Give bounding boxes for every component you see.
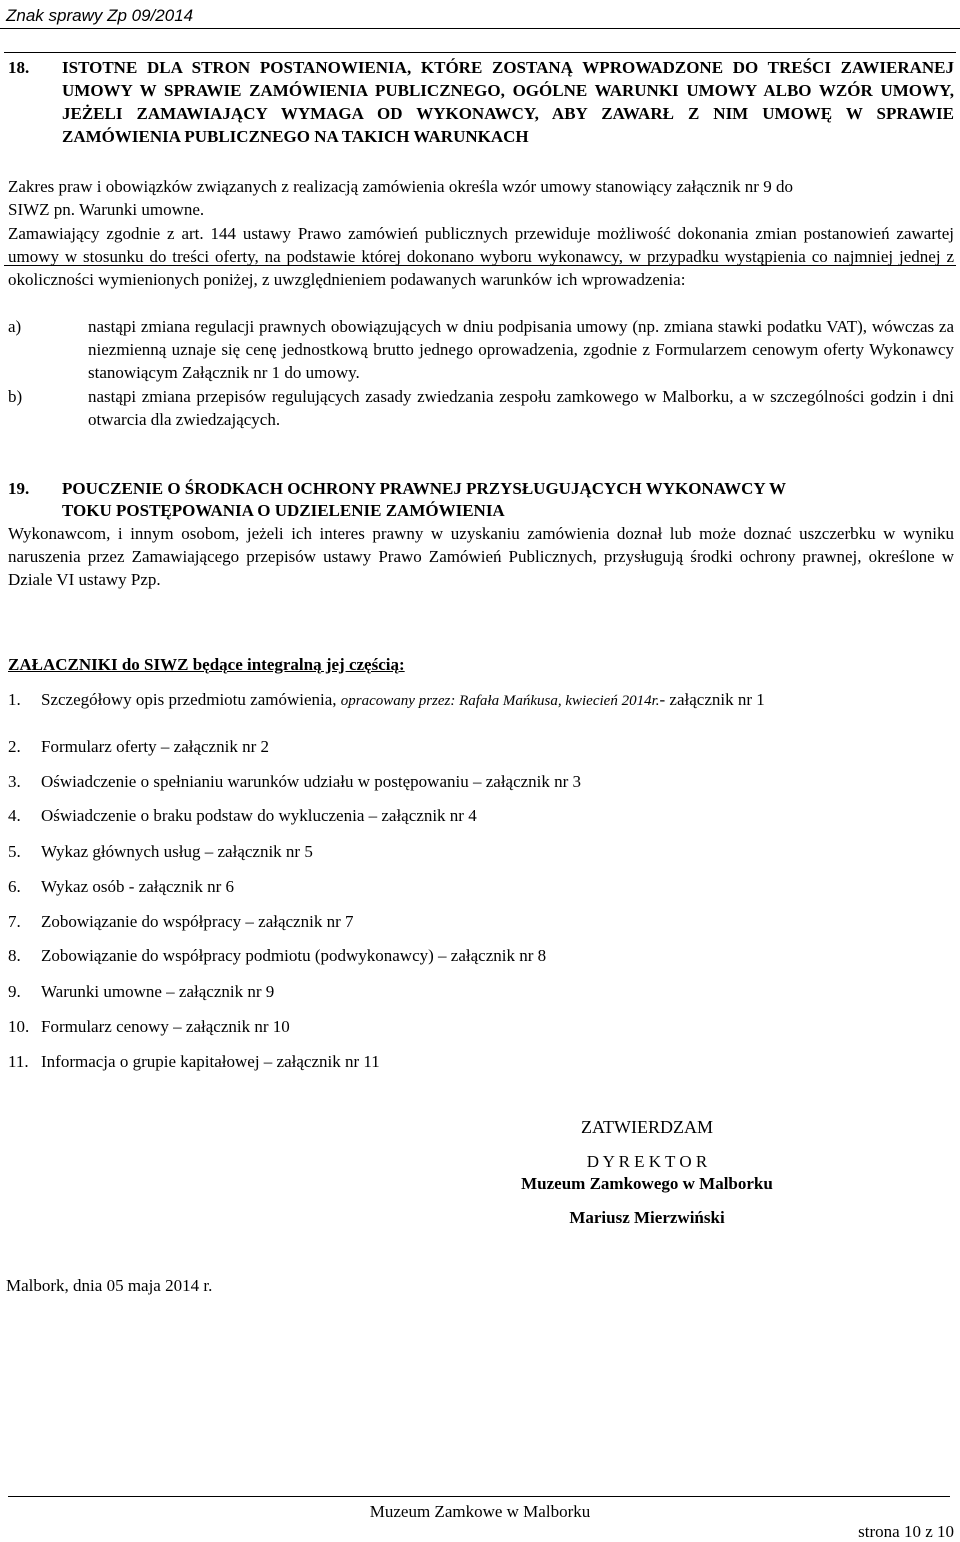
attachment-text: Warunki umowne – załącznik nr 9 xyxy=(41,982,275,1001)
section-19-body: Wykonawcom, i innym osobom, jeżeli ich interes prawny w uzyskaniu zamówienia doznał lub może doznać uszczerbku w wyniku naruszenia przez Zamawiającego przepisów ustawy Prawo Zamówień Publicznych, przysługują środki ochrony prawnej, określone w Dziale VI ustawy Pzp. xyxy=(8,524,954,589)
section-18-body: Zamawiający zgodnie z art. 144 ustawy Prawo zamówień publicznych przewiduje możliwość dokonania zmian postanowień zawartej umowy w stosunku do treści oferty, na podstawie której dokonano wyboru wykonawcy, w przypadku wystąpienia co najmniej jednej z okoliczności wymienionych poniżej, z uwzględnieniem podawanych warunków ich wprowadzenia: xyxy=(8,224,954,289)
place-date: Malbork, dnia 05 maja 2014 r. xyxy=(6,1276,213,1295)
attachment-text: Oświadczenie o braku podstaw do wykluczenia – załącznik nr 4 xyxy=(41,806,477,825)
section-19-heading-line2: TOKU POSTĘPOWANIA O UDZIELENIE ZAMÓWIENIA xyxy=(62,501,505,520)
attachment-author: opracowany przez: Rafała Mańkusa, kwiecień 2014r. xyxy=(340,693,660,709)
item-a-letter: a) xyxy=(8,317,22,336)
attachment-item-1 xyxy=(8,690,765,710)
page-number: strona 10 z 10 xyxy=(858,1522,954,1541)
attachment-item-9 xyxy=(8,982,274,1002)
attachment-number: 4. xyxy=(8,806,21,825)
attachment-text: Informacja o grupie kapitałowej – załącznik nr 11 xyxy=(41,1052,380,1071)
attachment-text: Formularz cenowy – załącznik nr 10 xyxy=(41,1017,290,1036)
footer-organization: Muzeum Zamkowe w Malborku xyxy=(369,1502,591,1521)
item-a-text: nastąpi zmiana regulacji prawnych obowiązujących w dniu podpisania umowy (np. zmiana stawki podatku VAT), wówczas za niezmienną uznaje się cenę jednostkową brutto jednego oprowadzenia, zgodnie z Formularzem cenowym oferty Wykonawcy stanowiącym Załącznik nr 1 do umowy. xyxy=(88,317,954,382)
item-b-letter: b) xyxy=(8,387,23,406)
attachment-item-5 xyxy=(8,842,313,862)
attachment-number: 6. xyxy=(8,877,21,896)
footer-divider xyxy=(8,1496,950,1497)
attachment-number: 7. xyxy=(8,912,21,931)
attachment-item-11 xyxy=(8,1052,380,1072)
attachment-text: Wykaz głównych usług – załącznik nr 5 xyxy=(41,842,313,861)
attachment-text: Oświadczenie o spełnianiu warunków udziału w postępowaniu – załącznik nr 3 xyxy=(41,772,582,791)
signature-approve: ZATWIERDZAM xyxy=(581,1117,713,1137)
attachment-number: 8. xyxy=(8,946,21,965)
attachment-text: Zobowiązanie do współpracy – załącznik nr 7 xyxy=(41,912,354,931)
attachments-title: ZAŁACZNIKI do SIWZ będące integralną jej częścią: xyxy=(8,655,405,674)
section-19-number: 19. xyxy=(8,479,30,498)
attachment-number: 10. xyxy=(8,1017,30,1036)
case-number: Znak sprawy Zp 09/2014 xyxy=(6,6,194,25)
signature-name: Mariusz Mierzwiński xyxy=(569,1208,725,1227)
attachment-suffix: - załącznik nr 1 xyxy=(659,690,765,709)
attachment-item-2 xyxy=(8,737,269,757)
attachment-number: 3. xyxy=(8,772,21,791)
section-18-scope-line1: Zakres praw i obowiązków związanych z realizacją zamówienia określa wzór umowy stanowiący załącznik nr 9 do xyxy=(8,177,793,196)
attachment-number: 11. xyxy=(8,1052,29,1071)
section-19-heading-line1: POUCZENIE O ŚRODKACH OCHRONY PRAWNEJ PRZYSŁUGUJĄCYCH WYKONAWCY W xyxy=(62,479,786,498)
attachment-item-4 xyxy=(8,806,477,826)
attachment-item-3 xyxy=(8,772,581,792)
attachment-number: 1. xyxy=(8,690,21,709)
attachment-number: 5. xyxy=(8,842,21,861)
section-18-number: 18. xyxy=(8,58,30,77)
attachment-number: 9. xyxy=(8,982,21,1001)
attachment-text: Szczegółowy opis przedmiotu zamówienia, xyxy=(41,690,337,709)
header-divider xyxy=(0,28,960,29)
signature-title: D Y R E K T O R xyxy=(586,1152,708,1171)
signature-institution: Muzeum Zamkowego w Malborku xyxy=(521,1174,773,1193)
attachment-item-7 xyxy=(8,912,354,932)
attachment-item-10 xyxy=(8,1017,290,1037)
attachment-text: Wykaz osób - załącznik nr 6 xyxy=(41,877,234,896)
attachment-text: Formularz oferty – załącznik nr 2 xyxy=(41,737,269,756)
attachment-number: 2. xyxy=(8,737,21,756)
section-18-scope-line2: SIWZ pn. Warunki umowne. xyxy=(8,200,205,219)
attachment-item-8 xyxy=(8,946,546,966)
attachment-text: Zobowiązanie do współpracy podmiotu (podwykonawcy) – załącznik nr 8 xyxy=(41,946,547,965)
item-b-text: nastąpi zmiana przepisów regulujących zasady zwiedzania zespołu zamkowego w Malborku, a w szczególności godzin i dni otwarcia dla zwiedzających. xyxy=(88,387,954,429)
attachment-item-6 xyxy=(8,877,234,897)
section-18-heading: ISTOTNE DLA STRON POSTANOWIENIA, KTÓRE ZOSTANĄ WPROWADZONE DO TREŚCI ZAWIERANEJ UMOWY W SPRAWIE ZAMÓWIENIA PUBLICZNEGO, OGÓLNE WARUNKI UMOWY ALBO WZÓR UMOWY, JEŻELI ZAMAWIAJĄCY WYMAGA OD WYKONAWCY, ABY ZAWARŁ Z NIM UMOWĘ W SPRAWIE ZAMÓWIENIA PUBLICZNEGO NA TAKICH WARUNKACH xyxy=(62,58,954,146)
